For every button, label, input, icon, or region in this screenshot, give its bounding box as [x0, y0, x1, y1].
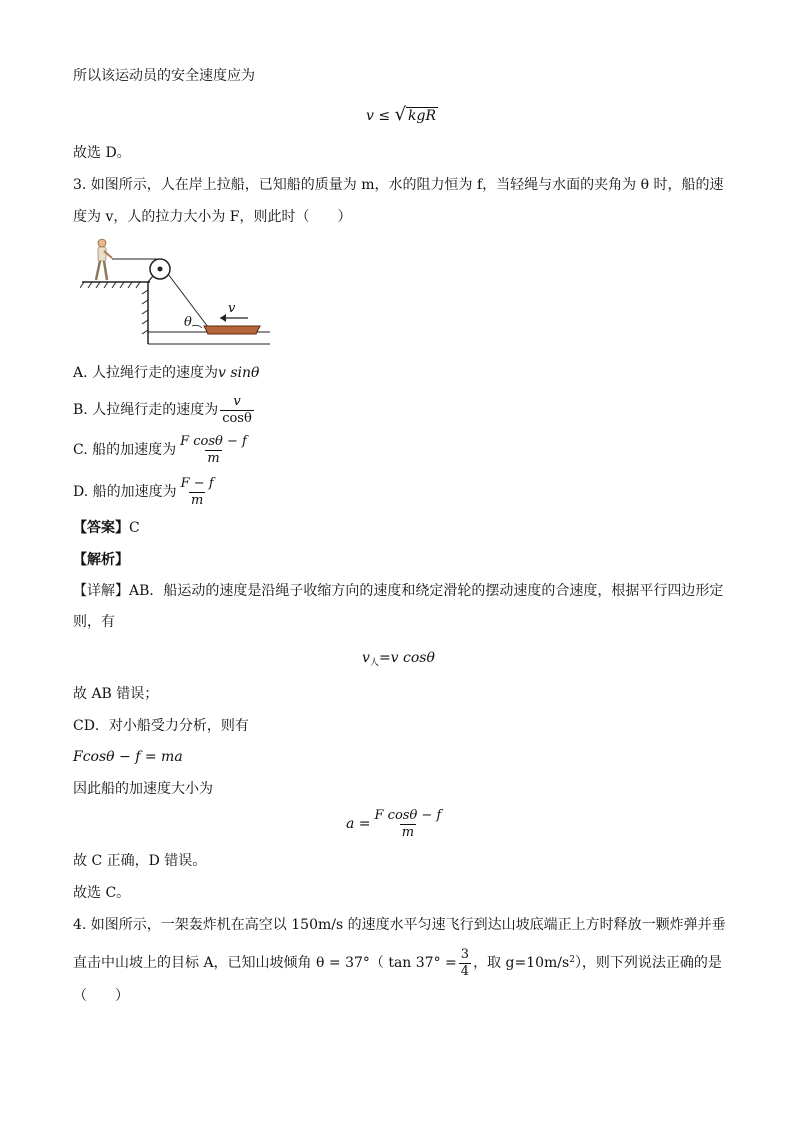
detail-line1: 【详解】AB．船运动的速度是沿绳子收缩方向的速度和绕定滑轮的摆动速度的合速度，根据平行四边形定 [73, 583, 724, 599]
theta-label: θ [184, 315, 192, 330]
person-icon [96, 239, 112, 280]
intro-text: 所以该运动员的安全速度应为 [73, 68, 255, 84]
safe-speed-formula: v ≤ √ kgR [366, 104, 437, 125]
equation-3: a = $\frac{\text{F cosθ − f}}{m}$ [346, 807, 442, 840]
accel-line: 因此船的加速度大小为 [73, 781, 213, 797]
q4-stem-line3: （ ） [73, 988, 129, 1004]
option-a: A. 人拉绳行走的速度为v sinθ [73, 365, 260, 381]
intro-conclusion: 故选 D。 [73, 145, 131, 161]
detail-line2: 则，有 [73, 614, 115, 630]
q3-stem-line2: 度为 v，人的拉力大小为 F，则此时（ ） [73, 209, 352, 225]
q3-final: 故选 C。 [73, 885, 131, 901]
answer-line: 【答案】C [73, 520, 140, 536]
analysis-tag: 【解析】 [73, 552, 129, 568]
boat-icon [204, 326, 260, 334]
formula-lhs: v [366, 108, 374, 124]
q3-stem-line1: 3. 如图所示，人在岸上拉船，已知船的质量为 m，水的阻力恒为 f，当轻绳与水面的夹角为 θ 时，船的速 [73, 177, 724, 193]
q4-stem-line2: 直击中山坡上的目标 A，已知山坡倾角 θ = 37°（ tan 37° = $\frac{3}{4}$ ，取 $g=10m/s^2$），则下列说法正确的是 [73, 946, 722, 979]
equation-2: Fcosθ − f = ma [73, 749, 183, 765]
boat-pulling-figure [80, 234, 270, 350]
option-d: D. 船的加速度为 $\frac{F - f}{m}$ [73, 475, 214, 508]
cd-line: CD．对小船受力分析，则有 [73, 718, 249, 734]
formula-op: ≤ [378, 108, 391, 124]
formula-root: kgR [408, 108, 437, 124]
cd-conclusion: 故 C 正确，D 错误。 [73, 853, 207, 869]
option-b: B. 人拉绳行走的速度为 $\frac{v}{\cos\theta}$ [73, 393, 252, 426]
equation-1: $v_人=v$ cosθ [362, 650, 435, 668]
option-c: C. 船的加速度为 $\frac{\text{F cosθ − f}}{m}$ [73, 433, 247, 466]
q4-stem-line1: 4. 如图所示，一架轰炸机在高空以 150m/s 的速度水平匀速飞行到达山坡底端正上方时释放一颗炸弹并垂 [73, 917, 726, 933]
v-label: v [228, 301, 236, 316]
ab-conclusion: 故 AB 错误； [73, 686, 159, 702]
